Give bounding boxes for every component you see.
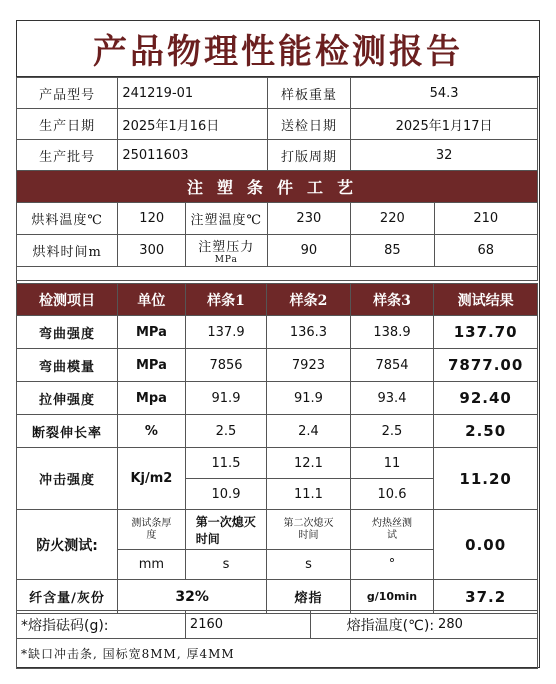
- row-result: 137.70: [434, 316, 538, 349]
- fire-wire-label: 灼热丝测试: [350, 510, 434, 550]
- melt-weight-value: 2160: [185, 611, 310, 639]
- weight-value: 54.3: [351, 78, 538, 109]
- impact-unit: Kj/m2: [118, 448, 186, 510]
- inj-press-1: 90: [267, 235, 351, 267]
- fiber-value: 32%: [118, 580, 267, 614]
- dry-temp-label: 烘料温度℃: [17, 203, 118, 235]
- row-item: 拉伸强度: [17, 382, 118, 415]
- fire-thickness-label: 测试条厚度: [118, 510, 186, 550]
- row-result: 2.50: [434, 415, 538, 448]
- process-table: [16, 170, 538, 281]
- inj-temp-1: 230: [267, 203, 351, 235]
- melt-weight-label: *熔指砝码(g):: [17, 611, 186, 639]
- row-s1: 91.9: [185, 382, 266, 415]
- dry-time-value: 300: [118, 235, 186, 267]
- header-s2: 样条2: [267, 284, 350, 316]
- footer-table: [16, 610, 538, 669]
- row-unit: Mpa: [118, 382, 186, 415]
- row-unit: MPa: [118, 349, 186, 382]
- row-s2: 7923: [267, 349, 350, 382]
- inj-temp-2: 220: [351, 203, 435, 235]
- dry-time-label: 烘料时间m: [17, 235, 118, 267]
- prod-date-label: 生产日期: [17, 109, 118, 140]
- prod-date-value: 2025年1月16日: [118, 109, 267, 140]
- inj-temp-label: 注塑温度℃: [186, 203, 268, 235]
- fiber-label: 纤含量/灰份: [17, 580, 118, 614]
- row-s2: 91.9: [267, 382, 350, 415]
- header-s1: 样条1: [185, 284, 266, 316]
- dry-temp-value: 120: [118, 203, 186, 235]
- impact-a1: 11.5: [185, 448, 266, 479]
- row-s3: 138.9: [350, 316, 434, 349]
- fire-wire-unit: °: [350, 550, 434, 580]
- send-date-value: 2025年1月17日: [351, 109, 538, 140]
- impact-b2: 11.1: [267, 479, 350, 510]
- row-result: 92.40: [434, 382, 538, 415]
- row-s2: 2.4: [267, 415, 350, 448]
- inj-press-unit: MPa: [214, 254, 238, 265]
- weight-label: 样板重量: [267, 78, 350, 109]
- info-table: [16, 77, 538, 171]
- header-s3: 样条3: [350, 284, 434, 316]
- report-title: 产品物理性能检测报告: [17, 21, 539, 77]
- melt-temp-label: 熔指温度(℃):: [311, 611, 434, 639]
- header-item: 检测项目: [17, 284, 118, 316]
- row-s3: 7854: [350, 349, 434, 382]
- row-unit: MPa: [118, 316, 186, 349]
- fire-second-unit: s: [267, 550, 350, 580]
- melt-value: 37.2: [434, 580, 538, 614]
- batch-label: 生产批号: [17, 140, 118, 171]
- row-s1: 137.9: [185, 316, 266, 349]
- model-value: 241219-01: [118, 78, 267, 109]
- inj-press-label: 注塑压力: [198, 239, 255, 255]
- fire-second-label: 第二次熄灭时间: [267, 510, 350, 550]
- test-table: [16, 283, 538, 614]
- inj-press-cell: [186, 235, 268, 267]
- impact-b1: 10.9: [185, 479, 266, 510]
- header-result: 测试结果: [434, 284, 538, 316]
- row-s3: 2.5: [350, 415, 434, 448]
- impact-item: 冲击强度: [17, 448, 118, 510]
- inj-press-3: 68: [434, 235, 537, 267]
- row-item: 弯曲强度: [17, 316, 118, 349]
- melt-unit: g/10min: [350, 580, 434, 614]
- impact-a3: 11: [350, 448, 434, 479]
- spacer-row: [17, 267, 538, 281]
- row-item: 断裂伸长率: [17, 415, 118, 448]
- cycle-label: 打版周期: [267, 140, 350, 171]
- row-unit: %: [118, 415, 186, 448]
- inj-temp-3: 210: [434, 203, 537, 235]
- process-heading: 注塑条件工艺: [17, 171, 538, 203]
- melt-label: 熔指: [267, 580, 350, 614]
- fire-item: 防火测试:: [17, 510, 118, 580]
- fire-first-label: 第一次熄灭时间: [185, 510, 266, 550]
- model-label: 产品型号: [17, 78, 118, 109]
- row-s3: 93.4: [350, 382, 434, 415]
- cycle-value: 32: [351, 140, 538, 171]
- row-s1: 2.5: [185, 415, 266, 448]
- row-result: 7877.00: [434, 349, 538, 382]
- impact-a2: 12.1: [267, 448, 350, 479]
- row-s1: 7856: [185, 349, 266, 382]
- row-s2: 136.3: [267, 316, 350, 349]
- fire-thickness-unit: mm: [118, 550, 186, 580]
- melt-temp-value: 280: [434, 611, 537, 639]
- header-unit: 单位: [118, 284, 186, 316]
- batch-value: 25011603: [118, 140, 267, 171]
- inj-press-2: 85: [351, 235, 435, 267]
- send-date-label: 送检日期: [267, 109, 350, 140]
- fire-first-unit: s: [185, 550, 266, 580]
- row-item: 弯曲模量: [17, 349, 118, 382]
- footer-note: *缺口冲击条, 国标宽8MM, 厚4MM: [17, 639, 538, 669]
- impact-b3: 10.6: [350, 479, 434, 510]
- fire-result: 0.00: [434, 510, 538, 580]
- impact-result: 11.20: [434, 448, 538, 510]
- report-sheet: [16, 20, 540, 668]
